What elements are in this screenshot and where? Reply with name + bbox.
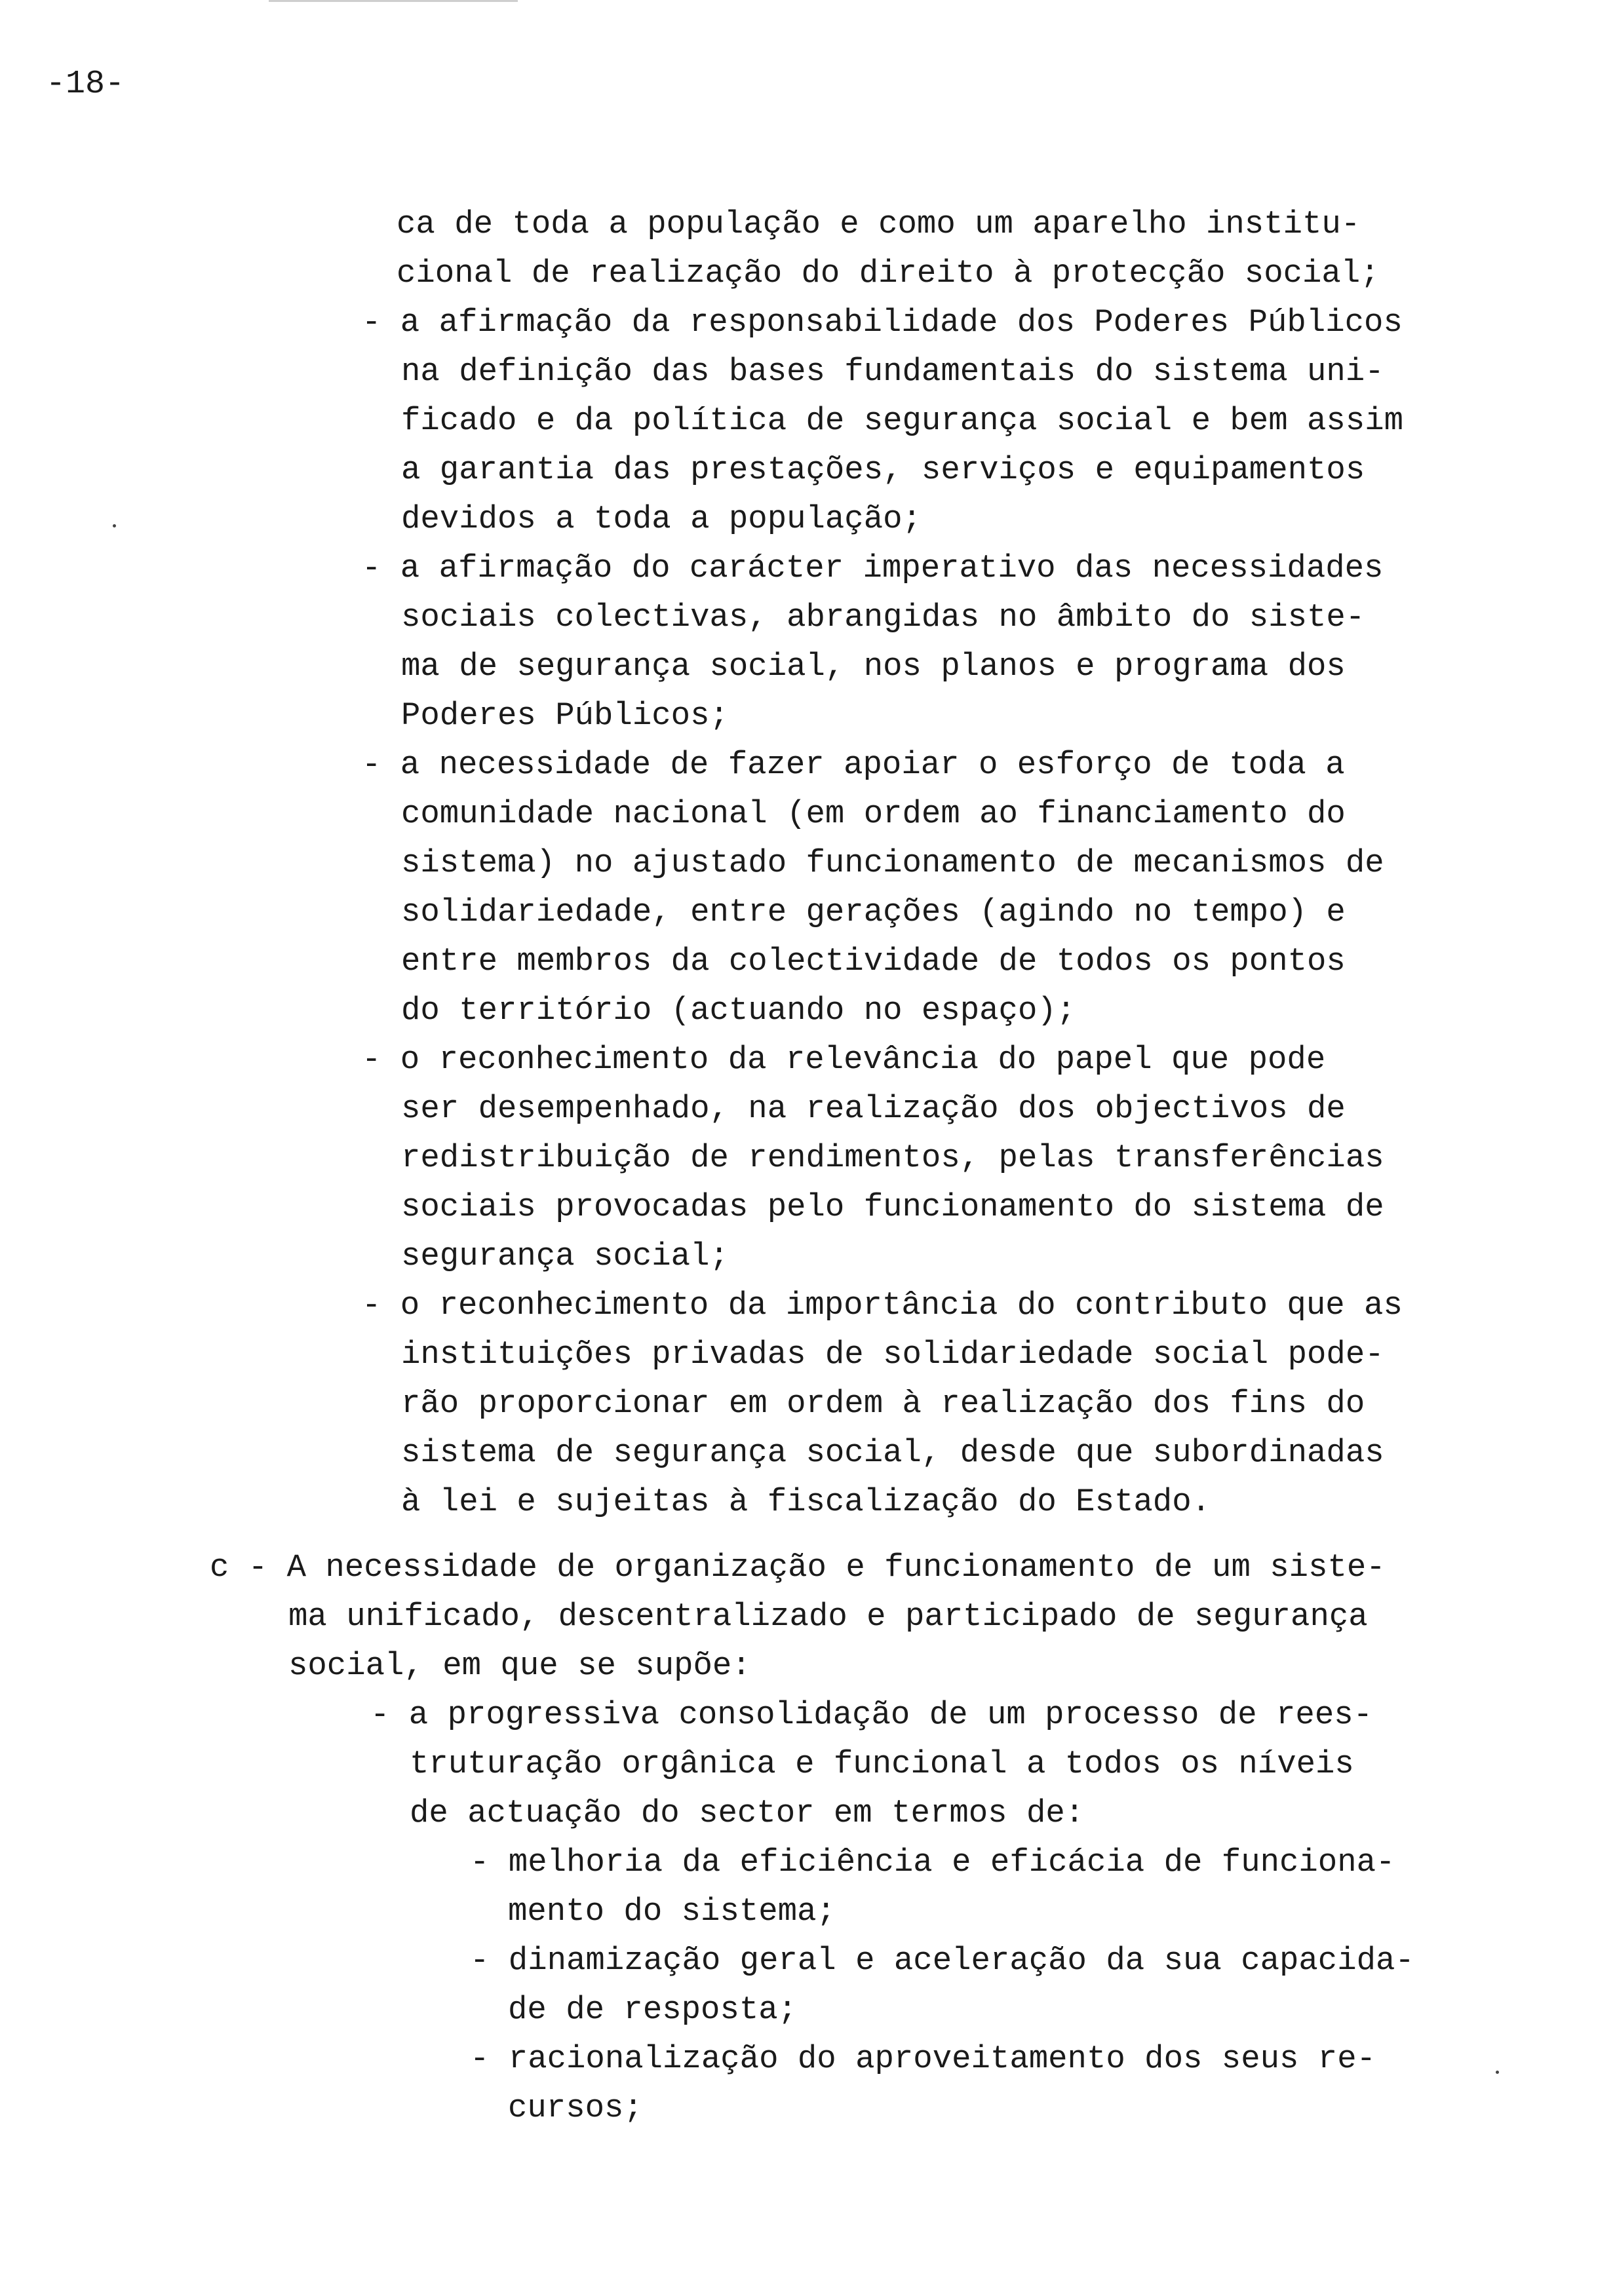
text-line: ser desempenhado, na realização dos objectivos de (401, 1090, 1346, 1127)
text-line: instituições privadas de solidariedade social pode- (401, 1336, 1384, 1373)
list-item: - a progressiva consolidação de um processo de rees- (370, 1696, 1373, 1733)
text-line: rão proporcionar em ordem à realização dos fins do (401, 1385, 1365, 1422)
text-line: mento do sistema; (508, 1893, 836, 1930)
section-heading: c - A necessidade de organização e funcionamento de um siste- (210, 1549, 1386, 1586)
list-item: - a afirmação da responsabilidade dos Poderes Públicos (362, 304, 1403, 341)
text-line: devidos a toda a população; (401, 501, 922, 537)
text-line: social, em que se supõe: (288, 1647, 751, 1684)
text-line: a garantia das prestações, serviços e equipamentos (401, 451, 1365, 488)
text-line: entre membros da colectividade de todos os pontos (401, 943, 1346, 980)
sub-list-item: - melhoria da eficiência e eficácia de funciona- (470, 1844, 1395, 1881)
text-line: de actuação do sector em termos de: (410, 1795, 1085, 1831)
text-line: sistema de segurança social, desde que subordinadas (401, 1434, 1384, 1471)
sub-list-item: - racionalização do aproveitamento dos seus re- (470, 2040, 1376, 2077)
text-line: truturação orgânica e funcional a todos os níveis (410, 1746, 1354, 1782)
scan-edge-line (269, 0, 518, 2)
text-line: ca de toda a população e como um aparelho institu- (397, 206, 1361, 242)
text-line: sistema) no ajustado funcionamento de mecanismos de (401, 845, 1384, 881)
text-line: sociais provocadas pelo funcionamento do sistema de (401, 1189, 1384, 1225)
text-line: cursos; (508, 2090, 643, 2126)
text-line: ma de segurança social, nos planos e programa dos (401, 648, 1346, 685)
list-item: - o reconhecimento da relevância do papel que pode (362, 1041, 1326, 1078)
list-item: - a afirmação do carácter imperativo das necessidades (362, 550, 1384, 586)
text-line: ficado e da política de segurança social e bem assim (401, 402, 1404, 439)
text-line: Poderes Públicos; (401, 697, 729, 734)
sub-list-item: - dinamização geral e aceleração da sua capacida- (470, 1942, 1414, 1979)
text-line: solidariedade, entre gerações (agindo no tempo) e (401, 894, 1346, 930)
text-line: ma unificado, descentralizado e participado de segurança (288, 1598, 1368, 1635)
text-line: à lei e sujeitas à fiscalização do Estado. (401, 1483, 1211, 1520)
list-item: - o reconhecimento da importância do contributo que as (362, 1287, 1403, 1324)
text-line: do território (actuando no espaço); (401, 992, 1076, 1029)
text-line: sociais colectivas, abrangidas no âmbito do siste- (401, 599, 1365, 636)
text-line: cional de realização do direito à protecção social; (397, 255, 1380, 292)
text-line: segurança social; (401, 1238, 729, 1274)
scan-speck (1496, 2071, 1499, 2074)
list-item: - a necessidade de fazer apoiar o esforço de toda a (362, 746, 1345, 783)
text-line: comunidade nacional (em ordem ao financiamento do (401, 795, 1346, 832)
page-number: -18- (46, 66, 125, 103)
text-line: na definição das bases fundamentais do sistema uni- (401, 353, 1384, 390)
scan-speck (113, 524, 116, 527)
text-line: de de resposta; (508, 1991, 798, 2028)
text-line: redistribuição de rendimentos, pelas transferências (401, 1139, 1384, 1176)
